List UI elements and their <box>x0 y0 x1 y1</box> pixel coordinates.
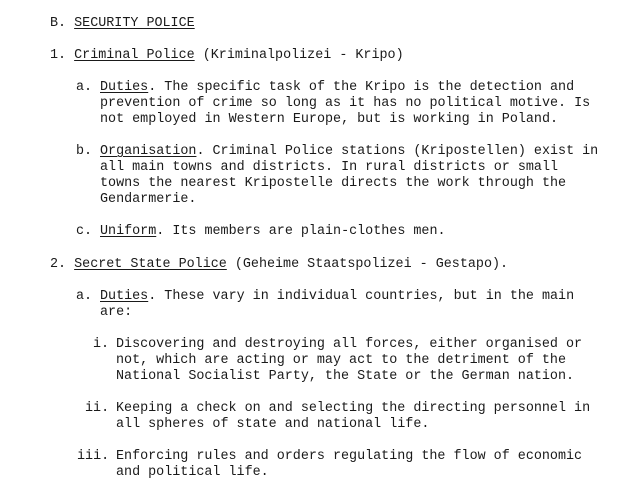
point-ii-label: ii. <box>85 401 110 416</box>
item-1a-line-3: not employed in Western Europe, but is working in Poland. <box>100 112 559 127</box>
item-2-title: Secret State Police <box>74 257 227 272</box>
item-1a-line-2: prevention of crime so long as it has no political motive. Is <box>100 96 591 111</box>
item-1c-label: c. <box>76 224 93 239</box>
item-1-subtitle: (Kriminalpolizei - Kripo) <box>194 48 404 63</box>
item-1c-line-1: Uniform. Its members are plain-clothes men. <box>100 224 446 239</box>
point-iii-line-1: Enforcing rules and orders regulating the flow of economic <box>116 449 583 464</box>
point-ii-line-1: Keeping a check on and selecting the directing personnel in <box>116 401 591 416</box>
point-i-line-2: not, which are acting or may act to the detriment of the <box>116 353 566 368</box>
item-1a-label: a. <box>76 80 93 95</box>
item-2a-heading: Duties <box>100 289 149 304</box>
item-1-title: Criminal Police <box>74 48 195 63</box>
item-2a-line-1: Duties. These vary in individual countries, but in the main <box>100 289 575 304</box>
point-ii-line-2: all spheres of state and national life. <box>116 417 430 432</box>
item-1b-line-3: towns the nearest Kripostelle directs the work through the <box>100 176 567 191</box>
point-iii-line-2: and political life. <box>116 465 269 480</box>
item-1a-line-1: Duties. The specific task of the Kripo is the detection and <box>100 80 575 95</box>
point-i-line-1: Discovering and destroying all forces, either organised or <box>116 337 583 352</box>
section-heading <box>50 16 195 32</box>
section-title: SECURITY POLICE <box>74 16 195 31</box>
item-1b-line-1: Organisation. Criminal Police stations (Kripostellen) exist in <box>100 144 599 159</box>
item-1a-heading: Duties <box>100 80 149 95</box>
item-2a-label: a. <box>76 289 93 304</box>
item-1b-label: b. <box>76 144 93 159</box>
item-1-number: 1. <box>50 48 67 63</box>
item-1b-heading: Organisation <box>100 144 197 159</box>
item-2-number: 2. <box>50 257 67 272</box>
point-i-line-3: National Socialist Party, the State or the German nation. <box>116 369 575 384</box>
item-2-subtitle: (Geheime Staatspolizei - Gestapo). <box>226 257 509 272</box>
item-2-heading <box>50 257 508 273</box>
item-1b-line-4: Gendarmerie. <box>100 192 197 207</box>
item-1b-line-2: all main towns and districts. In rural districts or small <box>100 160 559 175</box>
item-2a-line-2: are: <box>100 305 133 320</box>
item-1c-heading: Uniform <box>100 224 157 239</box>
item-1-heading <box>50 48 404 64</box>
point-i-label: i. <box>93 337 110 352</box>
point-iii-label: iii. <box>77 449 110 464</box>
section-letter: B. <box>50 16 67 31</box>
